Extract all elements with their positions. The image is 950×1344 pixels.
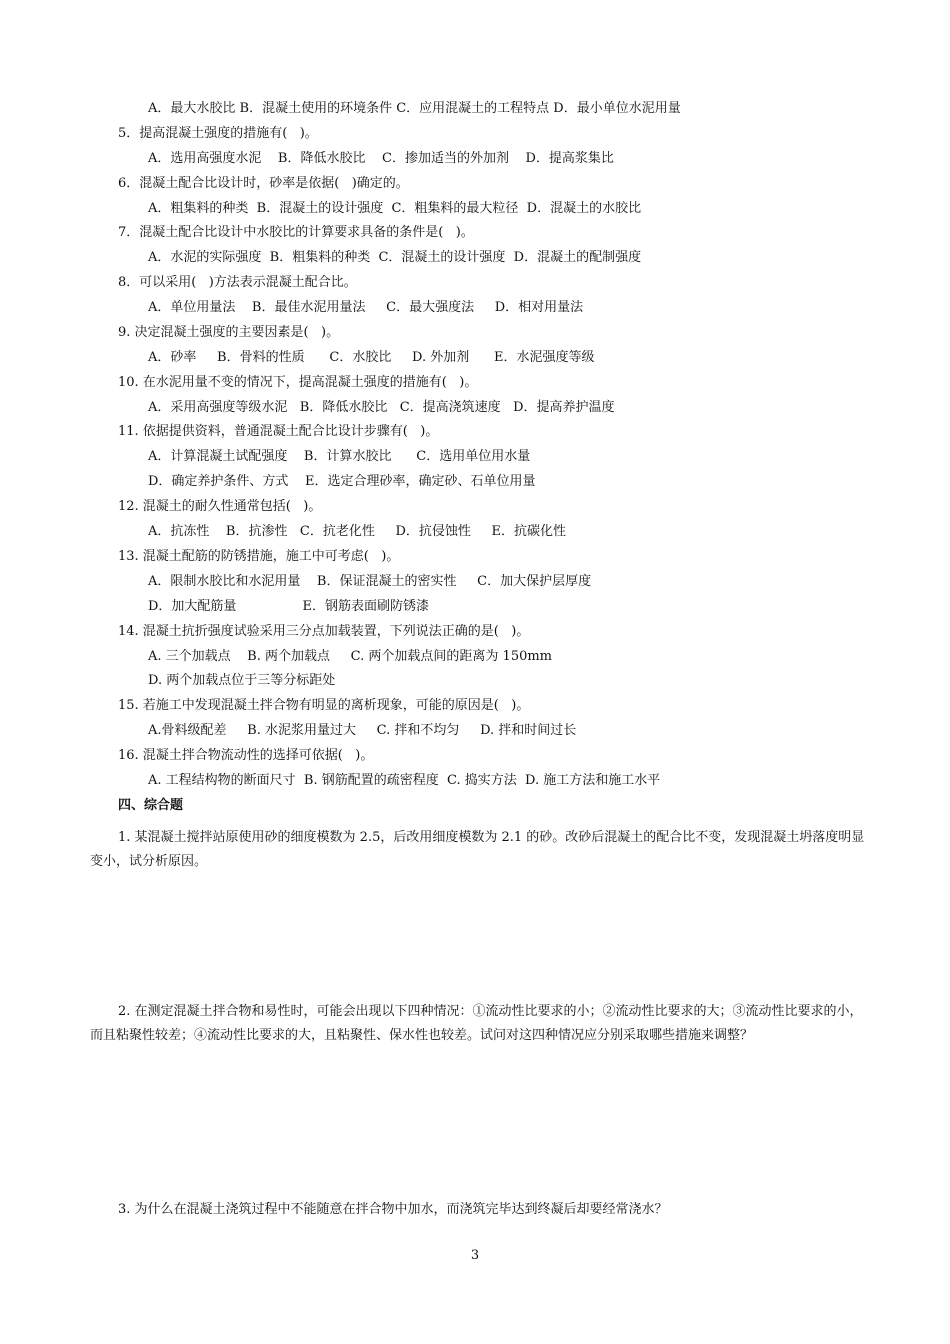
- q6-question: 6．混凝土配合比设计时，砂率是依据( )确定的。: [118, 176, 409, 191]
- essay-question-1: 1. 某混凝土搅拌站原使用砂的细度模数为 2.5，后改用细度模数为 2.1 的砂。改砂后混凝土的配合比不变，发现混凝土坍落度明显变小，试分析原因。: [90, 830, 865, 869]
- q9-options: A．砂率 B．骨料的性质 C．水胶比 D. 外加剂 E．水泥强度等级: [148, 350, 595, 365]
- q16-options: A. 工程结构物的断面尺寸 B. 钢筋配置的疏密程度 C. 捣实方法 D. 施工方法和施工水平: [148, 773, 661, 788]
- q11-question: 11. 依据提供资料，普通混凝土配合比设计步骤有( )。: [118, 424, 439, 439]
- q10-question: 10. 在水泥用量不变的情况下，提高混凝土强度的措施有( )。: [118, 375, 478, 390]
- q15-question: 15. 若施工中发现混凝土拌合物有明显的离析现象，可能的原因是( )。: [118, 698, 530, 713]
- q13-options-2: D．加大配筋量 E．钢筋表面刷防锈漆: [148, 599, 430, 614]
- essay-question-3: 3. 为什么在混凝土浇筑过程中不能随意在拌合物中加水，而浇筑完毕达到终凝后却要经常浇水？: [118, 1202, 668, 1217]
- q13-options-1: A．限制水胶比和水泥用量 B．保证混凝土的密实性 C．加大保护层厚度: [148, 574, 592, 589]
- page-number: 3: [470, 1248, 480, 1263]
- q12-options: A．抗冻性 B．抗渗性 C．抗老化性 D．抗侵蚀性 E．抗碳化性: [148, 524, 567, 539]
- q14-options-1: A. 三个加载点 B. 两个加载点 C. 两个加载点间的距离为 150mm: [148, 649, 553, 664]
- essay-question-2: 2. 在测定混凝土拌合物和易性时，可能会出现以下四种情况：①流动性比要求的小；②流动性比要求的大；③流动性比要求的小，而且粘聚性较差；④流动性比要求的大，且粘聚性、保水性也较差。试问对这四种情况应分别采取哪些措施来调整？: [90, 1004, 863, 1043]
- q7-question: 7．混凝土配合比设计中水胶比的计算要求具备的条件是( )。: [118, 225, 474, 240]
- q8-question: 8．可以采用( )方法表示混凝土配合比。: [118, 275, 357, 290]
- q7-options: A．水泥的实际强度 B．粗集料的种类 C．混凝土的设计强度 D．混凝土的配制强度: [148, 250, 642, 265]
- q15-options: A.骨料级配差 B. 水泥浆用量过大 C. 拌和不均匀 D. 拌和时间过长: [148, 723, 577, 738]
- section-title: 四、综合题: [118, 798, 184, 813]
- q14-question: 14. 混凝土抗折强度试验采用三分点加载装置，下列说法正确的是( )。: [118, 624, 530, 639]
- q11-options-2: D．确定养护条件、方式 E．选定合理砂率，确定砂、石单位用量: [148, 474, 536, 489]
- q14-options-2: D. 两个加载点位于三等分标距处: [148, 673, 336, 688]
- q13-question: 13. 混凝土配筋的防锈措施，施工中可考虑( )。: [118, 549, 400, 564]
- q4-options: A．最大水胶比 B．混凝土使用的环境条件 C．应用混凝土的工程特点 D．最小单位水泥用量: [148, 101, 681, 116]
- q9-question: 9. 决定混凝土强度的主要因素是( )。: [118, 325, 340, 340]
- q12-question: 12. 混凝土的耐久性通常包括( )。: [118, 499, 322, 514]
- q5-options: A．选用高强度水泥 B．降低水胶比 C．掺加适当的外加剂 D．提高浆集比: [148, 151, 614, 166]
- q6-options: A．粗集料的种类 B．混凝土的设计强度 C．粗集料的最大粒径 D．混凝土的水胶比: [148, 201, 642, 216]
- q10-options: A．采用高强度等级水泥 B．降低水胶比 C．提高浇筑速度 D．提高养护温度: [148, 400, 615, 415]
- q16-question: 16. 混凝土拌合物流动性的选择可依据( )。: [118, 748, 374, 763]
- q5-question: 5．提高混凝土强度的措施有( )。: [118, 126, 318, 141]
- q8-options: A．单位用量法 B．最佳水泥用量法 C．最大强度法 D．相对用量法: [148, 300, 584, 315]
- q11-options-1: A．计算混凝土试配强度 B．计算水胶比 C．选用单位用水量: [148, 449, 531, 464]
